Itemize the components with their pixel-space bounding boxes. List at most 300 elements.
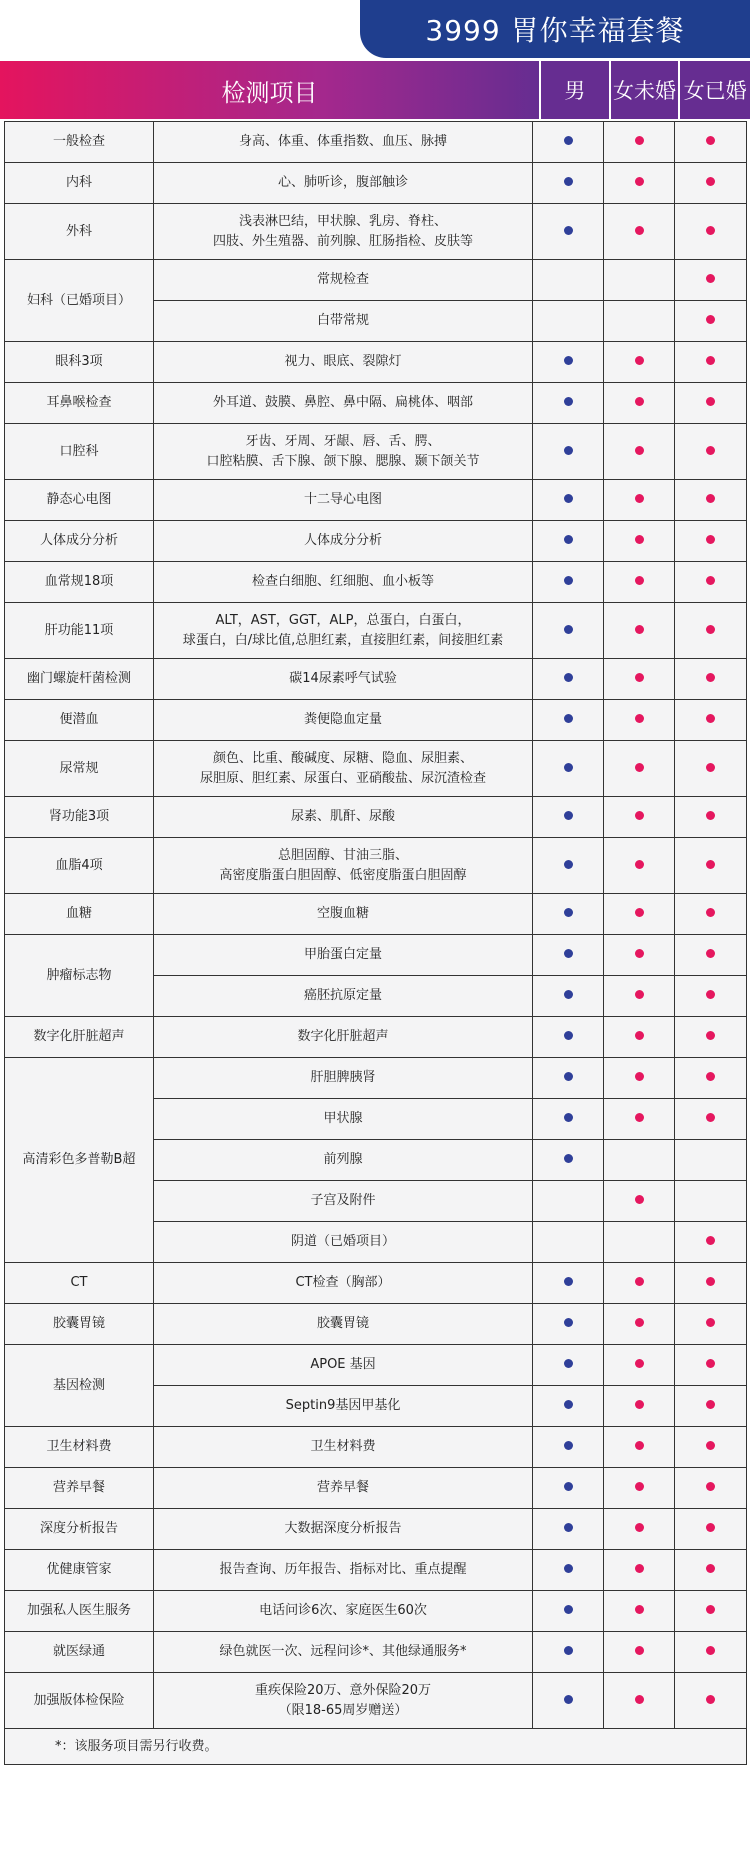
item-text: 癌胚抗原定量	[303, 988, 382, 1003]
category-cell: 深度分析报告	[5, 1509, 154, 1550]
male-dot	[564, 625, 573, 634]
female-unmarried-dot	[635, 763, 644, 772]
category-cell: 肿瘤标志物	[5, 935, 154, 1017]
female-unmarried-cell	[604, 1591, 675, 1632]
female-unmarried-dot	[635, 356, 644, 365]
female-married-cell	[675, 894, 747, 935]
male-dot	[564, 226, 573, 235]
male-dot	[564, 177, 573, 186]
table-row	[5, 342, 747, 383]
male-dot	[564, 1113, 573, 1122]
table-row	[5, 1550, 747, 1591]
female-married-dot	[706, 1695, 715, 1704]
female-unmarried-dot	[635, 1318, 644, 1327]
table-row	[5, 1263, 747, 1304]
female-unmarried-cell	[604, 1345, 675, 1386]
male-cell	[533, 1304, 604, 1345]
header-item-label: 检测项目	[0, 61, 541, 119]
item-text: ALT，AST，GGT，ALP，总蛋白，白蛋白，	[215, 612, 471, 628]
item-cell	[154, 741, 533, 797]
female-unmarried-dot	[635, 1031, 644, 1040]
male-dot	[564, 1523, 573, 1532]
table-row	[5, 894, 747, 935]
male-dot	[564, 136, 573, 145]
table-row	[5, 1509, 747, 1550]
male-cell	[533, 1550, 604, 1591]
male-dot	[564, 576, 573, 585]
category-cell: 静态心电图	[5, 480, 154, 521]
item-text: 检查白细胞、红细胞、血小板等	[251, 574, 434, 589]
header-female-unmarried: 女未婚	[611, 61, 681, 119]
female-unmarried-dot	[635, 446, 644, 455]
category-cell: 加强私人医生服务	[5, 1591, 154, 1632]
female-married-dot	[706, 136, 715, 145]
female-married-dot	[706, 576, 715, 585]
category-cell: 内科	[5, 163, 154, 204]
female-unmarried-dot	[635, 625, 644, 634]
item-text: 尿素、肌酐、尿酸	[290, 809, 395, 824]
female-married-cell	[675, 1632, 747, 1673]
item-text: 身高、体重、体重指数、血压、脉搏	[238, 134, 447, 149]
male-dot	[564, 1482, 573, 1491]
female-unmarried-dot	[635, 714, 644, 723]
male-cell	[533, 1632, 604, 1673]
item-cell	[154, 1263, 533, 1304]
male-cell	[533, 260, 604, 301]
male-dot	[564, 535, 573, 544]
item-cell	[154, 1222, 533, 1263]
male-dot	[564, 1154, 573, 1163]
female-married-dot	[706, 494, 715, 503]
female-unmarried-cell	[604, 260, 675, 301]
table-row	[5, 1427, 747, 1468]
female-unmarried-dot	[635, 576, 644, 585]
item-cell	[154, 894, 533, 935]
female-married-cell	[675, 521, 747, 562]
item-text: 浅表淋巴结，甲状腺、乳房、脊柱、	[238, 213, 447, 229]
female-unmarried-cell	[604, 603, 675, 659]
female-married-cell	[675, 976, 747, 1017]
female-married-dot	[706, 226, 715, 235]
female-married-cell	[675, 935, 747, 976]
category-cell: 血脂4项	[5, 838, 154, 894]
male-cell	[533, 1058, 604, 1099]
category-cell: 卫生材料费	[5, 1427, 154, 1468]
item-text: 人体成分分析	[303, 533, 382, 548]
male-dot	[564, 446, 573, 455]
female-unmarried-cell	[604, 1017, 675, 1058]
item-text: 报告查询、历年报告、指标对比、重点提醒	[219, 1562, 467, 1577]
table-row	[5, 204, 747, 260]
item-cell	[154, 1058, 533, 1099]
female-married-cell	[675, 1509, 747, 1550]
female-unmarried-dot	[635, 226, 644, 235]
category-cell: 高清彩色多普勒B超	[5, 1058, 154, 1263]
item-cell	[154, 1427, 533, 1468]
female-married-cell	[675, 480, 747, 521]
female-married-dot	[706, 446, 715, 455]
female-unmarried-cell	[604, 700, 675, 741]
female-married-dot	[706, 535, 715, 544]
table-row	[5, 838, 747, 894]
item-cell	[154, 383, 533, 424]
item-text: APOE 基因	[310, 1357, 376, 1372]
item-cell	[154, 935, 533, 976]
male-cell	[533, 301, 604, 342]
female-married-dot	[706, 1646, 715, 1655]
male-dot	[564, 1400, 573, 1409]
item-text: （限18-65周岁赠送）	[278, 1702, 408, 1718]
female-unmarried-cell	[604, 1181, 675, 1222]
category-cell: 幽门螺旋杆菌检测	[5, 659, 154, 700]
female-married-dot	[706, 625, 715, 634]
category-cell: 口腔科	[5, 424, 154, 480]
male-cell	[533, 1222, 604, 1263]
category-cell: 便潜血	[5, 700, 154, 741]
table-row	[5, 260, 747, 301]
female-unmarried-cell	[604, 1550, 675, 1591]
male-cell	[533, 1591, 604, 1632]
item-cell	[154, 204, 533, 260]
table-row	[5, 163, 747, 204]
female-unmarried-dot	[635, 136, 644, 145]
table-row	[5, 562, 747, 603]
female-unmarried-cell	[604, 1222, 675, 1263]
category-cell: 眼科3项	[5, 342, 154, 383]
female-married-cell	[675, 1181, 747, 1222]
table-row	[5, 603, 747, 659]
item-cell	[154, 562, 533, 603]
male-cell	[533, 204, 604, 260]
item-cell	[154, 1140, 533, 1181]
item-cell	[154, 1509, 533, 1550]
female-married-cell	[675, 163, 747, 204]
female-unmarried-dot	[635, 673, 644, 682]
male-cell	[533, 797, 604, 838]
item-text: 心、肺听诊，腹部触诊	[277, 175, 408, 190]
male-dot	[564, 1031, 573, 1040]
male-cell	[533, 1017, 604, 1058]
female-unmarried-cell	[604, 301, 675, 342]
female-unmarried-dot	[635, 1113, 644, 1122]
female-unmarried-cell	[604, 480, 675, 521]
female-unmarried-dot	[635, 811, 644, 820]
female-married-dot	[706, 315, 715, 324]
female-married-dot	[706, 1072, 715, 1081]
female-unmarried-dot	[635, 1605, 644, 1614]
male-cell	[533, 1099, 604, 1140]
female-unmarried-cell	[604, 741, 675, 797]
male-cell	[533, 122, 604, 163]
female-married-cell	[675, 797, 747, 838]
female-unmarried-cell	[604, 1509, 675, 1550]
female-married-cell	[675, 1427, 747, 1468]
item-cell	[154, 301, 533, 342]
male-dot	[564, 1564, 573, 1573]
item-cell	[154, 424, 533, 480]
item-text: 甲胎蛋白定量	[303, 947, 382, 962]
item-text: 空腹血糖	[316, 906, 369, 921]
male-dot	[564, 1695, 573, 1704]
male-dot	[564, 673, 573, 682]
female-married-cell	[675, 1017, 747, 1058]
female-unmarried-dot	[635, 1400, 644, 1409]
female-unmarried-cell	[604, 659, 675, 700]
female-unmarried-cell	[604, 1468, 675, 1509]
male-cell	[533, 976, 604, 1017]
item-text: 甲状腺	[323, 1111, 363, 1126]
female-unmarried-cell	[604, 342, 675, 383]
female-unmarried-dot	[635, 1441, 644, 1450]
item-text: 总胆固醇、甘油三脂、	[277, 847, 408, 863]
male-cell	[533, 894, 604, 935]
checkup-table	[4, 121, 746, 1765]
item-text: 尿胆原、胆红素、尿蛋白、亚硝酸盐、尿沉渣检查	[199, 770, 486, 786]
male-cell	[533, 700, 604, 741]
item-text: 牙齿、牙周、牙龈、唇、舌、腭、	[245, 433, 441, 449]
female-married-dot	[706, 177, 715, 186]
category-cell: 优健康管家	[5, 1550, 154, 1591]
item-cell	[154, 1017, 533, 1058]
female-unmarried-cell	[604, 1386, 675, 1427]
male-cell	[533, 603, 604, 659]
female-married-dot	[706, 908, 715, 917]
item-text: 绿色就医一次、远程问诊*、其他绿通服务*	[219, 1644, 467, 1659]
female-married-cell	[675, 1058, 747, 1099]
item-cell	[154, 1386, 533, 1427]
male-dot	[564, 714, 573, 723]
female-married-cell	[675, 659, 747, 700]
female-unmarried-dot	[635, 494, 644, 503]
male-dot	[564, 860, 573, 869]
female-married-dot	[706, 1359, 715, 1368]
item-cell	[154, 1550, 533, 1591]
female-married-cell	[675, 603, 747, 659]
female-unmarried-dot	[635, 1482, 644, 1491]
female-unmarried-cell	[604, 383, 675, 424]
male-cell	[533, 1509, 604, 1550]
footnote-row	[5, 1729, 747, 1765]
item-cell	[154, 1345, 533, 1386]
male-cell	[533, 1181, 604, 1222]
item-text: 营养早餐	[316, 1480, 369, 1495]
item-cell	[154, 976, 533, 1017]
male-cell	[533, 659, 604, 700]
table-row	[5, 521, 747, 562]
female-unmarried-cell	[604, 424, 675, 480]
female-married-dot	[706, 397, 715, 406]
female-unmarried-dot	[635, 949, 644, 958]
male-dot	[564, 1646, 573, 1655]
female-unmarried-cell	[604, 521, 675, 562]
female-unmarried-cell	[604, 935, 675, 976]
item-cell	[154, 1304, 533, 1345]
category-cell: 营养早餐	[5, 1468, 154, 1509]
category-cell: 数字化肝脏超声	[5, 1017, 154, 1058]
item-cell	[154, 122, 533, 163]
female-unmarried-cell	[604, 1099, 675, 1140]
table-row	[5, 1632, 747, 1673]
male-dot	[564, 397, 573, 406]
female-unmarried-cell	[604, 1632, 675, 1673]
item-text: 数字化肝脏超声	[297, 1029, 389, 1044]
female-unmarried-dot	[635, 1523, 644, 1532]
male-dot	[564, 494, 573, 503]
table-row	[5, 700, 747, 741]
female-married-dot	[706, 811, 715, 820]
table-row	[5, 935, 747, 976]
female-married-dot	[706, 1113, 715, 1122]
female-married-dot	[706, 763, 715, 772]
female-married-dot	[706, 949, 715, 958]
category-cell: 血糖	[5, 894, 154, 935]
male-cell	[533, 1140, 604, 1181]
male-cell	[533, 342, 604, 383]
item-text: 胶囊胃镜	[316, 1316, 369, 1331]
female-married-cell	[675, 424, 747, 480]
male-dot	[564, 811, 573, 820]
female-married-cell	[675, 204, 747, 260]
female-unmarried-cell	[604, 163, 675, 204]
male-dot	[564, 1441, 573, 1450]
female-married-dot	[706, 673, 715, 682]
table-row	[5, 1058, 747, 1099]
male-cell	[533, 935, 604, 976]
male-dot	[564, 1318, 573, 1327]
female-married-dot	[706, 1605, 715, 1614]
female-unmarried-cell	[604, 797, 675, 838]
item-text: 电话问诊6次、家庭医生60次	[259, 1603, 427, 1618]
category-cell: 外科	[5, 204, 154, 260]
female-married-dot	[706, 1523, 715, 1532]
female-unmarried-dot	[635, 1072, 644, 1081]
item-text: 粪便隐血定量	[303, 712, 382, 727]
male-cell	[533, 480, 604, 521]
package-title: 3999 胃你幸福套餐	[360, 0, 750, 58]
male-cell	[533, 741, 604, 797]
item-cell	[154, 1099, 533, 1140]
male-dot	[564, 1605, 573, 1614]
female-married-cell	[675, 1386, 747, 1427]
item-text: 卫生材料费	[310, 1439, 376, 1454]
female-unmarried-cell	[604, 1058, 675, 1099]
item-text: 常规检查	[316, 272, 369, 287]
female-married-dot	[706, 860, 715, 869]
item-text: 白带常规	[316, 313, 369, 328]
item-text: 十二导心电图	[303, 492, 382, 507]
table-row	[5, 1673, 747, 1729]
item-cell	[154, 480, 533, 521]
female-married-dot	[706, 1236, 715, 1245]
category-cell: 妇科（已婚项目）	[5, 260, 154, 342]
female-unmarried-dot	[635, 1695, 644, 1704]
item-text: 大数据深度分析报告	[284, 1521, 402, 1536]
item-cell	[154, 260, 533, 301]
male-dot	[564, 356, 573, 365]
male-cell	[533, 521, 604, 562]
table-row	[5, 383, 747, 424]
female-married-cell	[675, 122, 747, 163]
male-cell	[533, 1427, 604, 1468]
female-unmarried-dot	[635, 1564, 644, 1573]
header-female-married: 女已婚	[680, 61, 750, 119]
item-cell	[154, 700, 533, 741]
category-cell: 就医绿通	[5, 1632, 154, 1673]
table-row	[5, 1468, 747, 1509]
item-text: CT检查（胸部）	[295, 1275, 391, 1290]
item-text: 子宫及附件	[310, 1193, 376, 1208]
item-cell	[154, 603, 533, 659]
male-cell	[533, 562, 604, 603]
category-cell: 尿常规	[5, 741, 154, 797]
item-text: 四肢、外生殖器、前列腺、肛肠指检、皮肤等	[212, 233, 473, 249]
male-cell	[533, 163, 604, 204]
female-unmarried-cell	[604, 562, 675, 603]
item-cell	[154, 342, 533, 383]
female-married-cell	[675, 1550, 747, 1591]
item-cell	[154, 659, 533, 700]
female-married-cell	[675, 1345, 747, 1386]
female-married-dot	[706, 1277, 715, 1286]
male-dot	[564, 1277, 573, 1286]
table-row	[5, 659, 747, 700]
category-cell: CT	[5, 1263, 154, 1304]
table-header	[0, 61, 750, 119]
female-unmarried-cell	[604, 838, 675, 894]
female-married-cell	[675, 342, 747, 383]
female-married-dot	[706, 1031, 715, 1040]
table-row	[5, 1345, 747, 1386]
item-text: Septin9基因甲基化	[285, 1398, 401, 1413]
female-unmarried-cell	[604, 204, 675, 260]
male-dot	[564, 763, 573, 772]
item-cell	[154, 838, 533, 894]
female-married-cell	[675, 383, 747, 424]
female-unmarried-cell	[604, 1263, 675, 1304]
female-married-dot	[706, 1441, 715, 1450]
category-cell: 一般检查	[5, 122, 154, 163]
table-row	[5, 1591, 747, 1632]
category-cell: 耳鼻喉检查	[5, 383, 154, 424]
category-cell: 基因检测	[5, 1345, 154, 1427]
item-cell	[154, 1181, 533, 1222]
female-unmarried-dot	[635, 1646, 644, 1655]
item-cell	[154, 1673, 533, 1729]
female-unmarried-dot	[635, 1359, 644, 1368]
female-unmarried-dot	[635, 990, 644, 999]
female-married-cell	[675, 260, 747, 301]
female-unmarried-dot	[635, 1277, 644, 1286]
male-dot	[564, 949, 573, 958]
table-row	[5, 480, 747, 521]
female-married-cell	[675, 1468, 747, 1509]
female-married-cell	[675, 1222, 747, 1263]
male-cell	[533, 1345, 604, 1386]
female-married-dot	[706, 1564, 715, 1573]
female-married-cell	[675, 562, 747, 603]
male-dot	[564, 1359, 573, 1368]
female-unmarried-dot	[635, 535, 644, 544]
female-married-cell	[675, 1140, 747, 1181]
female-unmarried-cell	[604, 1673, 675, 1729]
female-married-cell	[675, 741, 747, 797]
item-text: 高密度脂蛋白胆固醇、低密度脂蛋白胆固醇	[219, 867, 467, 883]
male-cell	[533, 424, 604, 480]
male-cell	[533, 838, 604, 894]
category-cell: 肝功能11项	[5, 603, 154, 659]
female-unmarried-cell	[604, 122, 675, 163]
header-male: 男	[541, 61, 611, 119]
